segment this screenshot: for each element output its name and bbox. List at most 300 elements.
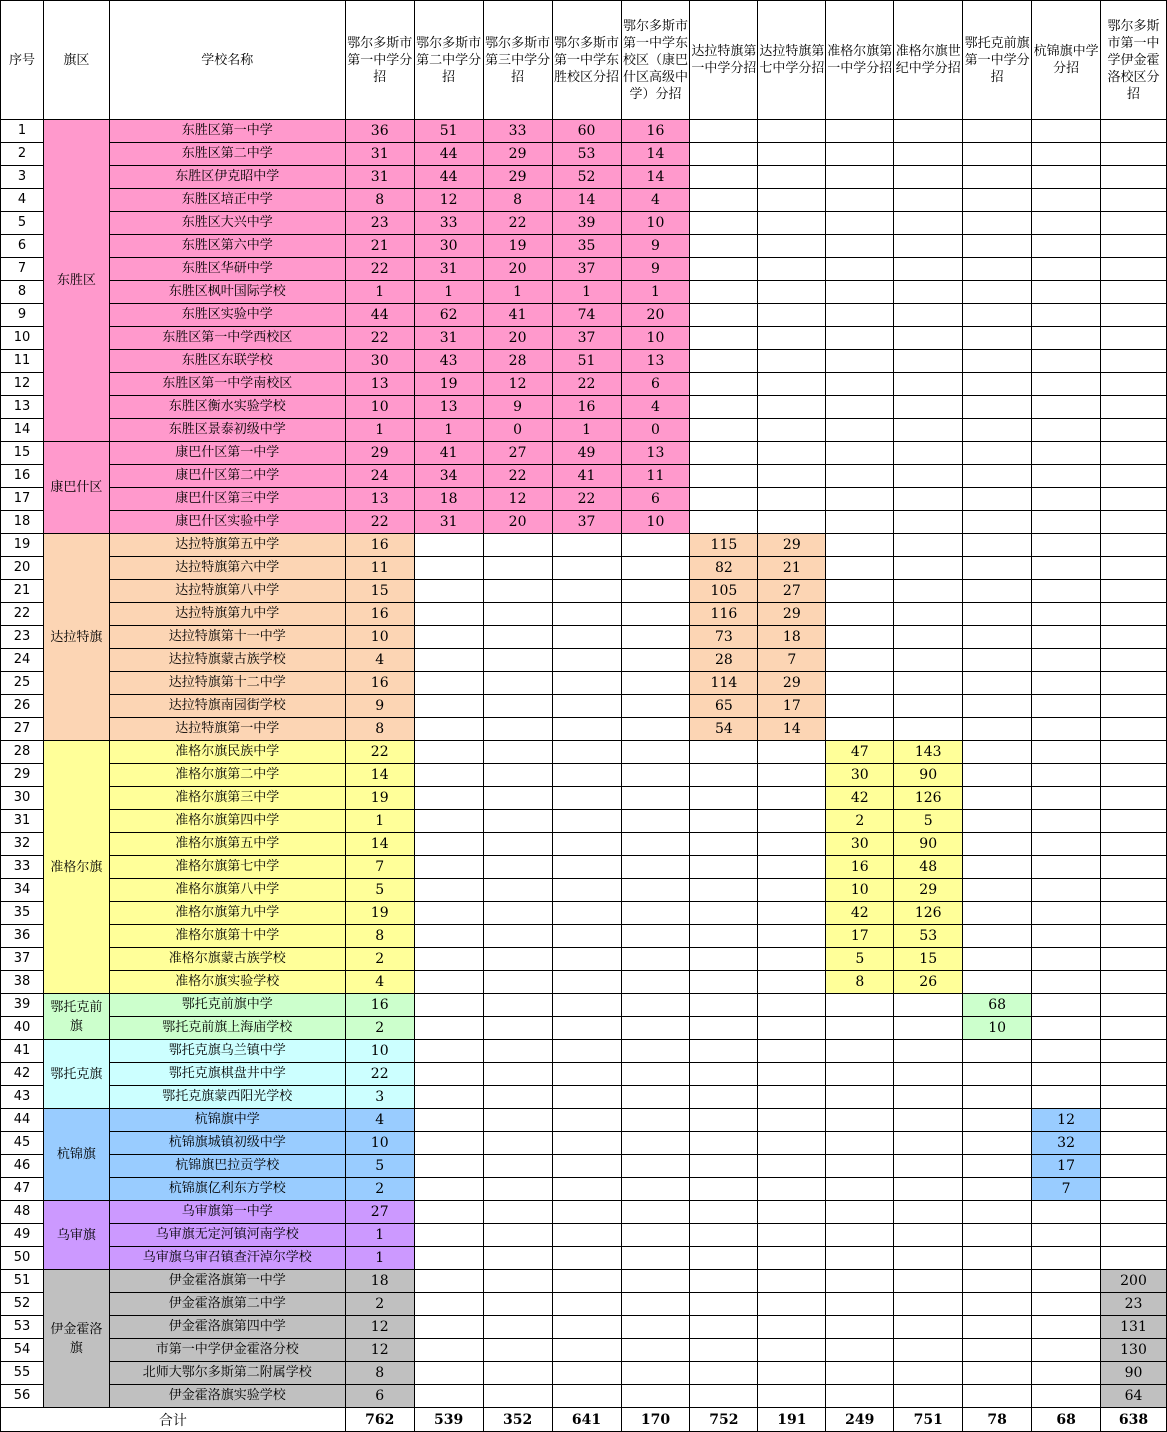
quota-cell	[894, 258, 963, 281]
seq-cell: 41	[1, 1040, 44, 1063]
seq-cell: 48	[1, 1201, 44, 1224]
region-cell: 杭锦旗	[43, 1109, 109, 1201]
total-value-cell: 752	[690, 1408, 758, 1432]
quota-cell	[1032, 603, 1101, 626]
seq-cell: 19	[1, 534, 44, 557]
quota-cell	[1101, 971, 1167, 994]
quota-cell	[690, 120, 758, 143]
quota-cell	[414, 649, 483, 672]
quota-cell	[483, 603, 552, 626]
quota-cell	[894, 718, 963, 741]
quota-cell	[690, 902, 758, 925]
quota-cell	[414, 1316, 483, 1339]
quota-cell	[414, 1040, 483, 1063]
quota-cell	[483, 580, 552, 603]
school-name-cell: 达拉特旗第九中学	[109, 603, 345, 626]
quota-cell	[1032, 488, 1101, 511]
quota-cell	[963, 833, 1032, 856]
quota-cell	[963, 1385, 1032, 1408]
school-name-cell: 东胜区伊克昭中学	[109, 166, 345, 189]
quota-cell: 2	[826, 810, 894, 833]
quota-cell	[758, 902, 826, 925]
quota-cell: 6	[345, 1385, 414, 1408]
quota-cell	[1032, 258, 1101, 281]
quota-cell	[963, 1339, 1032, 1362]
quota-cell	[690, 1132, 758, 1155]
quota-cell: 16	[345, 994, 414, 1017]
quota-cell: 7	[345, 856, 414, 879]
quota-cell: 30	[826, 764, 894, 787]
quota-cell	[1032, 1385, 1101, 1408]
quota-cell	[690, 143, 758, 166]
quota-cell: 12	[345, 1316, 414, 1339]
quota-cell	[894, 1109, 963, 1132]
seq-cell: 14	[1, 419, 44, 442]
quota-cell	[963, 603, 1032, 626]
quota-cell: 16	[621, 120, 690, 143]
seq-cell: 16	[1, 465, 44, 488]
school-name-cell: 准格尔旗第四中学	[109, 810, 345, 833]
school-name-cell: 达拉特旗第十一中学	[109, 626, 345, 649]
quota-cell	[826, 1385, 894, 1408]
quota-cell	[963, 1316, 1032, 1339]
seq-cell: 23	[1, 626, 44, 649]
table-row	[1, 1339, 1167, 1362]
seq-cell: 5	[1, 212, 44, 235]
quota-cell	[1032, 534, 1101, 557]
quota-cell	[826, 350, 894, 373]
quota-cell	[758, 1362, 826, 1385]
quota-cell: 37	[552, 327, 621, 350]
quota-cell	[758, 1385, 826, 1408]
header-seq: 序号	[1, 1, 44, 120]
quota-cell	[963, 626, 1032, 649]
total-value-cell: 762	[345, 1408, 414, 1432]
total-row	[1, 1408, 1167, 1432]
quota-cell	[1101, 810, 1167, 833]
quota-cell	[758, 212, 826, 235]
quota-cell: 126	[894, 787, 963, 810]
quota-cell	[552, 787, 621, 810]
quota-cell	[963, 511, 1032, 534]
quota-cell: 5	[826, 948, 894, 971]
quota-cell: 27	[758, 580, 826, 603]
quota-cell: 4	[621, 396, 690, 419]
quota-cell	[894, 465, 963, 488]
quota-cell	[483, 534, 552, 557]
quota-cell	[963, 212, 1032, 235]
quota-cell	[758, 1155, 826, 1178]
quota-cell	[963, 1270, 1032, 1293]
quota-cell	[690, 1040, 758, 1063]
quota-cell	[621, 1339, 690, 1362]
region-cell: 乌审旗	[43, 1201, 109, 1270]
quota-cell: 13	[345, 373, 414, 396]
total-label: 合计	[1, 1408, 346, 1432]
quota-cell	[1101, 419, 1167, 442]
seq-cell: 22	[1, 603, 44, 626]
quota-cell: 11	[345, 557, 414, 580]
quota-cell	[1101, 327, 1167, 350]
quota-cell	[963, 373, 1032, 396]
table-row	[1, 1063, 1167, 1086]
quota-cell: 1	[621, 281, 690, 304]
quota-cell: 10	[621, 212, 690, 235]
quota-cell	[758, 1063, 826, 1086]
quota-cell: 51	[414, 120, 483, 143]
quota-cell	[758, 764, 826, 787]
quota-cell: 1	[414, 419, 483, 442]
quota-cell	[483, 1155, 552, 1178]
header-column-12: 鄂尔多斯市第一中学伊金霍洛校区分招	[1101, 1, 1167, 120]
quota-cell: 20	[483, 511, 552, 534]
quota-cell	[826, 166, 894, 189]
seq-cell: 33	[1, 856, 44, 879]
quota-cell	[552, 649, 621, 672]
quota-cell: 7	[758, 649, 826, 672]
quota-cell	[621, 810, 690, 833]
quota-cell: 130	[1101, 1339, 1167, 1362]
quota-cell	[1101, 143, 1167, 166]
quota-cell	[758, 1040, 826, 1063]
quota-cell: 4	[621, 189, 690, 212]
quota-cell: 1	[414, 281, 483, 304]
quota-cell	[1101, 534, 1167, 557]
quota-cell	[621, 1362, 690, 1385]
quota-cell	[1101, 695, 1167, 718]
quota-cell	[690, 442, 758, 465]
quota-cell	[1101, 948, 1167, 971]
quota-cell	[1101, 350, 1167, 373]
table-row	[1, 511, 1167, 534]
quota-cell	[690, 350, 758, 373]
quota-cell	[1032, 787, 1101, 810]
seq-cell: 2	[1, 143, 44, 166]
quota-cell: 29	[483, 143, 552, 166]
quota-cell	[552, 672, 621, 695]
quota-cell: 52	[552, 166, 621, 189]
quota-cell	[1032, 511, 1101, 534]
quota-cell: 11	[621, 465, 690, 488]
school-name-cell: 达拉特旗蒙古族学校	[109, 649, 345, 672]
quota-cell	[1032, 833, 1101, 856]
seq-cell: 20	[1, 557, 44, 580]
quota-cell: 90	[894, 833, 963, 856]
quota-cell: 8	[345, 925, 414, 948]
quota-cell: 30	[345, 350, 414, 373]
quota-cell	[552, 534, 621, 557]
quota-cell: 36	[345, 120, 414, 143]
quota-cell: 10	[621, 327, 690, 350]
quota-cell	[758, 419, 826, 442]
quota-cell	[621, 1132, 690, 1155]
quota-cell: 8	[826, 971, 894, 994]
quota-cell	[894, 166, 963, 189]
quota-cell: 33	[483, 120, 552, 143]
quota-cell: 29	[345, 442, 414, 465]
quota-cell	[894, 212, 963, 235]
header-column-7: 达拉特旗第七中学分招	[758, 1, 826, 120]
total-value-cell: 170	[621, 1408, 690, 1432]
table-row	[1, 212, 1167, 235]
quota-cell	[552, 1132, 621, 1155]
quota-cell	[826, 212, 894, 235]
quota-cell	[758, 350, 826, 373]
quota-cell	[621, 1040, 690, 1063]
quota-cell: 4	[345, 649, 414, 672]
quota-cell	[1032, 1017, 1101, 1040]
header-column-5: 鄂尔多斯市第一中学东校区（康巴什区高级中学）分招	[621, 1, 690, 120]
quota-cell	[1101, 879, 1167, 902]
quota-cell	[483, 1109, 552, 1132]
quota-cell	[690, 948, 758, 971]
table-row	[1, 948, 1167, 971]
quota-cell	[621, 580, 690, 603]
school-name-cell: 伊金霍洛旗第一中学	[109, 1270, 345, 1293]
quota-cell: 29	[758, 534, 826, 557]
quota-cell	[894, 1040, 963, 1063]
school-name-cell: 达拉特旗第八中学	[109, 580, 345, 603]
quota-cell: 24	[345, 465, 414, 488]
quota-cell	[690, 281, 758, 304]
quota-cell	[826, 1339, 894, 1362]
table-row	[1, 603, 1167, 626]
quota-cell	[690, 1178, 758, 1201]
quota-cell	[963, 925, 1032, 948]
quota-cell	[483, 649, 552, 672]
school-name-cell: 东胜区景泰初级中学	[109, 419, 345, 442]
quota-cell	[1032, 1201, 1101, 1224]
quota-cell	[758, 327, 826, 350]
quota-cell	[552, 879, 621, 902]
quota-cell	[1032, 189, 1101, 212]
quota-cell	[894, 994, 963, 1017]
quota-cell	[414, 695, 483, 718]
quota-cell: 44	[414, 166, 483, 189]
seq-cell: 35	[1, 902, 44, 925]
quota-cell	[690, 304, 758, 327]
table-row	[1, 1155, 1167, 1178]
quota-cell	[552, 1247, 621, 1270]
quota-cell	[621, 557, 690, 580]
quota-cell: 4	[345, 1109, 414, 1132]
quota-cell	[758, 1247, 826, 1270]
school-name-cell: 杭锦旗中学	[109, 1109, 345, 1132]
quota-cell	[826, 258, 894, 281]
quota-cell	[690, 1201, 758, 1224]
quota-cell	[1101, 488, 1167, 511]
table-row	[1, 1178, 1167, 1201]
quota-cell	[552, 1017, 621, 1040]
quota-cell: 18	[345, 1270, 414, 1293]
quota-cell: 68	[963, 994, 1032, 1017]
region-cell: 东胜区	[43, 120, 109, 442]
quota-cell	[963, 419, 1032, 442]
quota-cell	[621, 1086, 690, 1109]
quota-cell	[826, 419, 894, 442]
quota-cell	[552, 1270, 621, 1293]
quota-cell	[826, 649, 894, 672]
quota-cell	[1032, 994, 1101, 1017]
quota-cell	[963, 1362, 1032, 1385]
quota-cell	[690, 1086, 758, 1109]
header-column-1: 鄂尔多斯市第一中学分招	[345, 1, 414, 120]
quota-cell	[483, 994, 552, 1017]
quota-cell	[1032, 1339, 1101, 1362]
quota-cell	[483, 1086, 552, 1109]
quota-cell	[758, 787, 826, 810]
quota-cell: 29	[483, 166, 552, 189]
table-row	[1, 1086, 1167, 1109]
table-row	[1, 235, 1167, 258]
quota-cell	[483, 718, 552, 741]
quota-cell: 200	[1101, 1270, 1167, 1293]
quota-cell	[414, 1017, 483, 1040]
quota-cell	[1032, 810, 1101, 833]
school-name-cell: 东胜区第二中学	[109, 143, 345, 166]
school-name-cell: 东胜区华研中学	[109, 258, 345, 281]
header-column-8: 准格尔旗第一中学分招	[826, 1, 894, 120]
quota-cell: 44	[414, 143, 483, 166]
quota-cell	[690, 1270, 758, 1293]
table-row	[1, 1362, 1167, 1385]
quota-cell: 44	[345, 304, 414, 327]
quota-cell: 23	[345, 212, 414, 235]
quota-cell: 51	[552, 350, 621, 373]
quota-cell: 13	[621, 350, 690, 373]
quota-cell	[414, 1201, 483, 1224]
quota-cell	[1032, 764, 1101, 787]
quota-cell: 27	[345, 1201, 414, 1224]
quota-cell	[621, 1063, 690, 1086]
quota-cell	[826, 511, 894, 534]
table-row	[1, 1293, 1167, 1316]
quota-cell	[621, 672, 690, 695]
quota-cell: 4	[345, 971, 414, 994]
school-name-cell: 达拉特旗第五中学	[109, 534, 345, 557]
school-name-cell: 东胜区枫叶国际学校	[109, 281, 345, 304]
region-cell: 鄂托克前旗	[43, 994, 109, 1040]
quota-cell	[1101, 1109, 1167, 1132]
school-name-cell: 东胜区第一中学	[109, 120, 345, 143]
total-value-cell: 68	[1032, 1408, 1101, 1432]
quota-cell: 22	[345, 1063, 414, 1086]
school-name-cell: 准格尔旗第五中学	[109, 833, 345, 856]
quota-cell	[758, 810, 826, 833]
quota-cell	[1032, 465, 1101, 488]
quota-cell	[552, 1109, 621, 1132]
quota-cell	[894, 580, 963, 603]
quota-cell	[552, 925, 621, 948]
school-name-cell: 杭锦旗巴拉贡学校	[109, 1155, 345, 1178]
quota-cell: 114	[690, 672, 758, 695]
quota-cell	[483, 948, 552, 971]
quota-cell: 54	[690, 718, 758, 741]
total-value-cell: 641	[552, 1408, 621, 1432]
quota-cell	[963, 764, 1032, 787]
school-name-cell: 东胜区东联学校	[109, 350, 345, 373]
quota-cell	[894, 304, 963, 327]
school-name-cell: 东胜区培正中学	[109, 189, 345, 212]
quota-cell	[414, 1132, 483, 1155]
quota-cell	[414, 741, 483, 764]
quota-cell	[690, 833, 758, 856]
quota-cell	[1101, 166, 1167, 189]
quota-cell	[758, 925, 826, 948]
quota-cell	[414, 1385, 483, 1408]
quota-cell	[1032, 1086, 1101, 1109]
quota-cell	[621, 718, 690, 741]
quota-cell	[1032, 1063, 1101, 1086]
quota-cell: 20	[483, 327, 552, 350]
quota-cell	[758, 373, 826, 396]
quota-cell	[1032, 925, 1101, 948]
quota-cell: 16	[552, 396, 621, 419]
seq-cell: 17	[1, 488, 44, 511]
quota-cell	[894, 442, 963, 465]
quota-cell: 14	[621, 166, 690, 189]
quota-cell	[621, 649, 690, 672]
quota-cell	[414, 718, 483, 741]
quota-cell	[826, 534, 894, 557]
quota-cell	[894, 695, 963, 718]
quota-cell: 13	[345, 488, 414, 511]
quota-cell: 1	[345, 1224, 414, 1247]
quota-cell	[414, 787, 483, 810]
quota-cell: 6	[621, 488, 690, 511]
quota-cell	[826, 1247, 894, 1270]
quota-cell	[1101, 281, 1167, 304]
quota-cell	[826, 718, 894, 741]
quota-cell	[758, 1132, 826, 1155]
seq-cell: 52	[1, 1293, 44, 1316]
quota-cell	[963, 971, 1032, 994]
quota-cell	[826, 603, 894, 626]
table-row	[1, 557, 1167, 580]
quota-cell	[758, 189, 826, 212]
quota-cell: 8	[483, 189, 552, 212]
table-row	[1, 626, 1167, 649]
quota-cell	[894, 1362, 963, 1385]
header-school-name: 学校名称	[109, 1, 345, 120]
quota-cell	[826, 120, 894, 143]
table-row	[1, 971, 1167, 994]
seq-cell: 30	[1, 787, 44, 810]
seq-cell: 45	[1, 1132, 44, 1155]
quota-cell	[758, 304, 826, 327]
table-row	[1, 465, 1167, 488]
quota-cell	[621, 764, 690, 787]
header-column-6: 达拉特旗第一中学分招	[690, 1, 758, 120]
quota-cell	[414, 603, 483, 626]
quota-cell: 16	[345, 534, 414, 557]
quota-cell	[621, 902, 690, 925]
quota-cell	[621, 787, 690, 810]
quota-cell	[758, 235, 826, 258]
seq-cell: 11	[1, 350, 44, 373]
quota-cell	[963, 649, 1032, 672]
table-row	[1, 488, 1167, 511]
quota-cell	[690, 764, 758, 787]
quota-cell	[1101, 764, 1167, 787]
quota-cell	[963, 396, 1032, 419]
quota-cell	[690, 1017, 758, 1040]
quota-cell: 16	[826, 856, 894, 879]
quota-cell: 53	[894, 925, 963, 948]
quota-cell	[894, 649, 963, 672]
table-row	[1, 1132, 1167, 1155]
quota-cell	[1101, 741, 1167, 764]
